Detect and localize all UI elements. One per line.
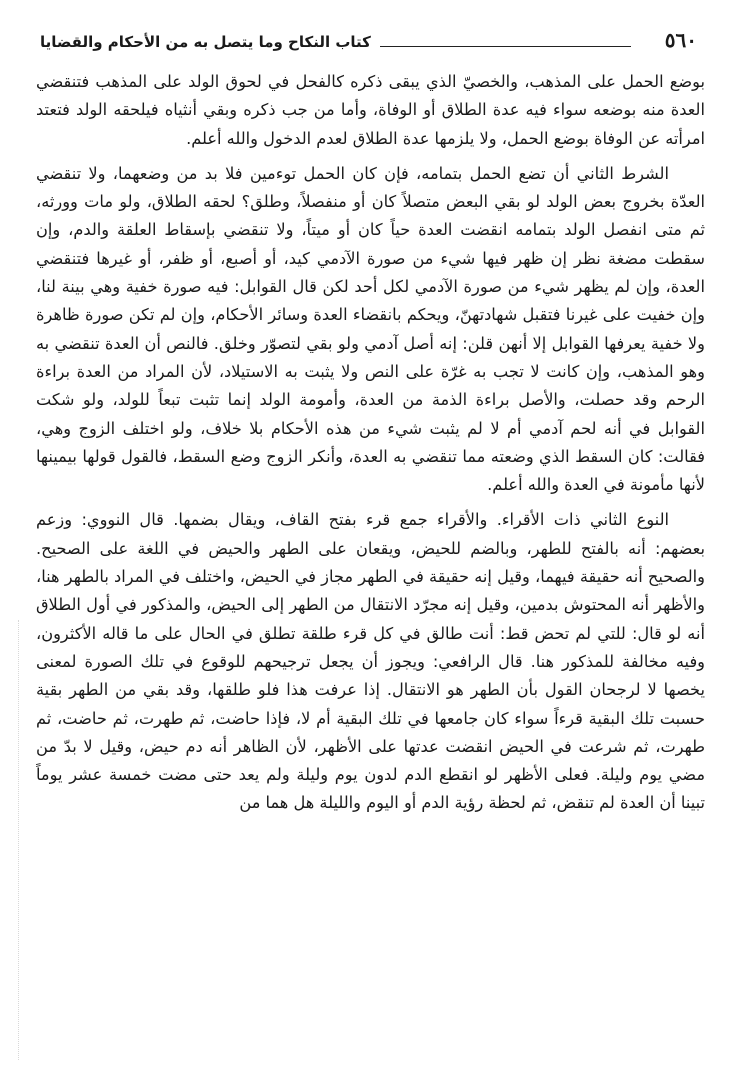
paragraph-3: النوع الثاني ذات الأقراء. والأقراء جمع قرء بفتح القاف، ويقال بضمها. قال النووي: وزعم بعضهم: أنه بالفتح للطهر، وبالضم للحيض، ويقعان على الطهر والحيض في اللغة على الصحيح. والصحيح أنه حقيقة فيهما، وقيل إنه حقيقة في الطهر مجاز في الحيض، واختلف في المراد بالطهر هنا، والأظهر أنه المحتوش بدمين، وقيل إنه مجرّد الانتقال من الطهر إلى الحيض، والمذكور في أول الطلاق أنه لو قال: للتي لم تحض قط: أنت طالق في كل قرء طلقة تطلق في الحال على ما قاله الأكثرون، وفيه مخالفة للمذكور هنا. قال الرافعي: ويجوز أن يجعل ترجيحهم للوقوع في تلك الصورة لمعنى يخصها لا لرجحان القول بأن الطهر هو الانتقال. إذا عرفت هذا فلو طلقها، وقد بقي من الطهر بقية حسبت تلك البقية قرءاً سواء كان جامعها في تلك البقية أم لا، فإذا حاضت، ثم طهرت، ثم حاضت، ثم طهرت، ثم شرعت في الحيض انقضت عدتها على الأظهر، لأن الظاهر أنه دم حيض، وقيل لا بدّ من مضي يوم وليلة. فعلى الأظهر لو انقطع الدم لدون يوم وليلة ولم يعد حتى مضت خمسة عشر يوماً تبينا أن العدة لم تنقض، ثم لحظة رؤية الدم أو اليوم والليلة هل هما من xyxy=(36,510,705,813)
header-rule xyxy=(380,46,631,47)
page-number: ٥٦٠ xyxy=(664,28,697,52)
scan-gutter-line xyxy=(18,620,19,1060)
running-title: كتاب النكاح وما يتصل به من الأحكام والقضايا xyxy=(40,33,371,51)
paragraph-2: الشرط الثاني أن تضع الحمل بتمامه، فإن كان الحمل توءمين فلا بد من وضعهما، ولا تنقضي العدّة بخروج بعض الولد لو بقي البعض متصلاً كان أو منفصلاً، وطلق؟ لحقه الطلاق، ولو مات وورثه، ثم متى انفصل الولد بتمامه انقضت العدة حياً كان أو ميتاً، ولا تنقضي بإسقاط العلقة والدم، وإن سقطت مضغة نظر إن ظهر فيها شيء من صورة الآدمي كيد، أو أصبع، أو ظفر، أو غيرها فتنقضي العدة، وإن لم يظهر شيء من صورة الآدمي لكل أحد لكن قال القوابل: فيه صورة خفية وهي بينة لنا، وإن خفيت على غيرنا فتقبل شهادتهنّ، ويحكم بانقضاء العدة وسائر الأحكام، وإن لم تكن صورة ظاهرة ولا خفية يعرفها القوابل إلا أنهن قلن: إنه أصل آدمي ولو بقي لتصوّر وخلق. فالنص أن العدة تنقضي به وهو المذهب، وإن كانت لا تجب به غرّة على النص ولا يثبت به الاستيلاد، لأن المراد من العدة براءة الرحم وقد حصلت، والأصل براءة الذمة من العدة، وأمومة الولد إنما تثبت تبعاً للولد، ولو شكت القوابل في أنه لحم آدمي أم لا لم يثبت شيء من هذه الأحكام بلا خلاف، ولو اختلف الزوج وهي، فقالت: كان السقط الذي وضعته مما تنقضي به العدة، وأنكر الزوج وضع السقط، فالقول قولها بيمينها لأنها مأمونة في العدة والله أعلم. xyxy=(36,163,705,495)
paragraph-1: بوضع الحمل على المذهب، والخصيّ الذي يبقى ذكره كالفحل في لحوق الولد على المذهب فتنقضي العدة منه بوضعه سواء فيه عدة الطلاق أو الوفاة، وأما من جب ذكره وبقي أنثياه فيلحقه الولد فتعتد امرأته عن الوفاة بوضع الحمل، ولا يلزمها عدة الطلاق لعدم الدخول والله أعلم. xyxy=(36,72,705,148)
page-header xyxy=(30,18,709,58)
page-body xyxy=(36,68,705,818)
